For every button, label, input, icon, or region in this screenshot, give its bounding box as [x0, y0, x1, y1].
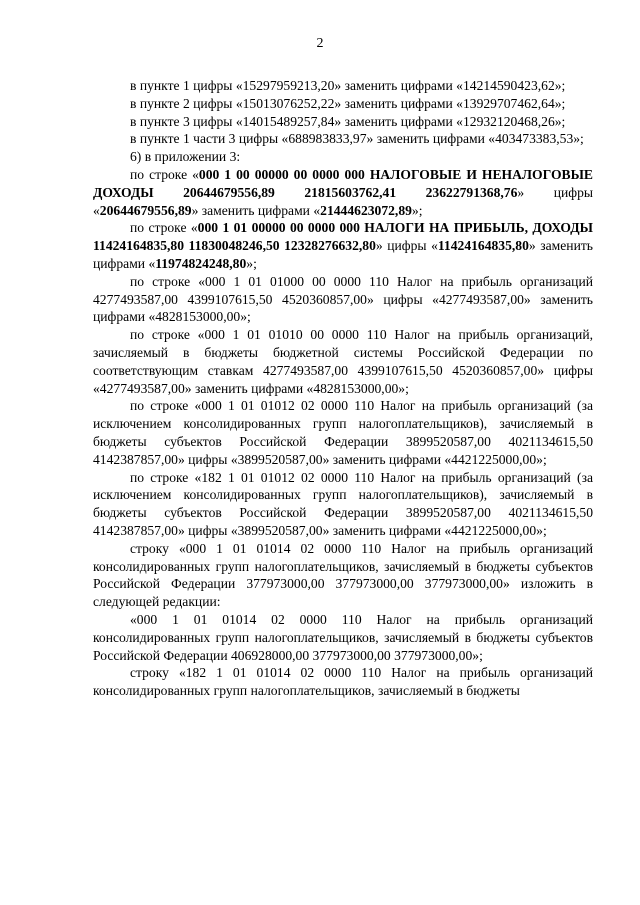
- paragraph-11: по строке «182 1 01 01012 02 0000 110 Налог на прибыль организаций (за исключением консолидированных групп налогоплательщиков), зачисляемый в бюджеты субъектов Российской Федерации 3899520587,00 4021134615,50 4142387857,00» цифры «3899520587,00» заменить цифрами «4421225000,00»;: [93, 469, 593, 538]
- paragraph-9: по строке «000 1 01 01010 00 0000 110 Налог на прибыль организаций, зачисляемый в бюджеты бюджетной системы Российской Федерации по соответствующим ставкам 4277493587,00 4399107615,50 4520360857,00» цифры «4277493587,00» заменить цифрами «4828153000,00»;: [93, 327, 593, 396]
- text-run: » заменить цифрами «: [191, 202, 321, 218]
- paragraph-13: «000 1 01 01014 02 0000 110 Налог на прибыль организаций консолидированных групп налогоплательщиков, зачисляемый в бюджеты субъектов Российской Федерации 406928000,00 377973000,00 377973000,00»;: [93, 611, 593, 663]
- text-run: » заменить цифрами «: [93, 238, 593, 271]
- bold-text: 000 1 00 00000 00 0000 000 НАЛОГОВЫЕ И НЕНАЛОГОВЫЕ ДОХОДЫ 20644679556,89 21815603762,41 23622791368,76: [93, 166, 593, 200]
- paragraph-14: строку «182 1 01 01014 02 0000 110 Налог на прибыль организаций консолидированных групп налогоплательщиков, зачисляемый в бюджеты: [93, 665, 593, 699]
- page-number: 2: [316, 36, 324, 51]
- bold-text: 000 1 01 00000 00 0000 000 НАЛОГИ НА ПРИБЫЛЬ, ДОХОДЫ 11424164835,80 11830048246,50 12328276632,80: [93, 220, 593, 254]
- paragraph-6: [93, 166, 593, 219]
- document-body: [93, 77, 593, 700]
- text-run: » цифры «: [93, 184, 594, 218]
- paragraph-8: по строке «000 1 01 01000 00 0000 110 Налог на прибыль организаций 4277493587,00 4399107615,50 4520360857,00» цифры «4277493587,00» заменить цифрами «4828153000,00»;: [93, 273, 593, 325]
- paragraph-4: в пункте 1 части 3 цифры «688983833,97» заменить цифрами «403473383,53»;: [130, 131, 584, 147]
- bold-text: 11974824248,80: [155, 255, 247, 271]
- bold-text: 21444623072,89: [320, 202, 412, 218]
- text-run: »;: [411, 202, 423, 218]
- text-run: » цифры «: [375, 238, 438, 254]
- bold-text: 20644679556,89: [99, 202, 192, 218]
- text-run: »;: [246, 255, 257, 271]
- paragraph-12: строку «000 1 01 01014 02 0000 110 Налог на прибыль организаций консолидированных групп налогоплательщиков, зачисляемый в бюджеты субъектов Российской Федерации 377973000,00 377973000,00 377973000,00» изложить в следующей редакции:: [93, 540, 593, 610]
- paragraph-7: [93, 219, 593, 272]
- paragraph-5: 6) в приложении 3:: [130, 149, 241, 165]
- paragraph-1: в пункте 1 цифры «15297959213,20» заменить цифрами «14214590423,62»;: [130, 78, 566, 93]
- text-run: по строке «: [130, 220, 198, 236]
- paragraph-10: по строке «000 1 01 01012 02 0000 110 Налог на прибыль организаций (за исключением консолидированных групп налогоплательщиков), зачисляемый в бюджеты субъектов Российской Федерации 3899520587,00 4021134615,50 4142387857,00» цифры «3899520587,00» заменить цифрами «4421225000,00»;: [93, 398, 593, 467]
- paragraph-3: в пункте 3 цифры «14015489257,84» заменить цифрами «12932120468,26»;: [130, 113, 566, 129]
- paragraph-2: в пункте 2 цифры «15013076252,22» заменить цифрами «13929707462,64»;: [130, 95, 566, 111]
- bold-text: 11424164835,80: [437, 238, 529, 254]
- text-run: по строке «: [130, 166, 199, 182]
